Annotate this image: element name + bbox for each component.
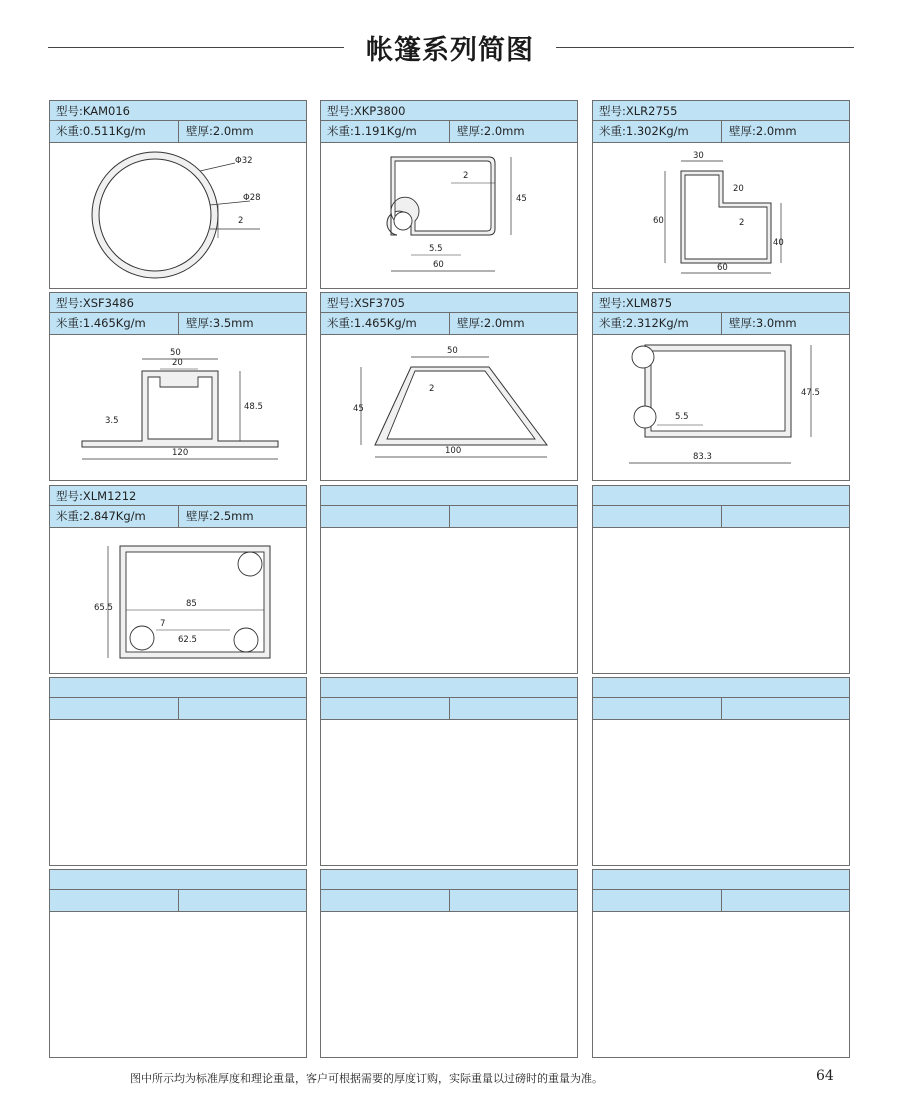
profile-card-xsf3705 [320, 292, 578, 481]
profile-card-empty [320, 677, 578, 866]
thickness-label [179, 890, 306, 911]
profile-drawing-xlr2755 [593, 143, 849, 288]
footnote: 图中所示均为标准厚度和理论重量，客户可根据需要的厚度订购，实际重量以过磅时的重量为准。 [130, 1072, 603, 1085]
dim-label: 62.5 [178, 635, 197, 645]
weight-label: 米重:0.511Kg/m [50, 121, 179, 142]
profile-card-xlr2755 [592, 100, 850, 289]
model-label: 型号:XSF3486 [50, 293, 306, 313]
thickness-label: 壁厚:2.0mm [457, 124, 525, 138]
model-label [50, 870, 306, 890]
dim-label: 2 [238, 216, 244, 226]
dim-label: 83.3 [693, 452, 712, 462]
profile-drawing-xsf3486 [50, 335, 306, 480]
profile-drawing-xlm1212 [50, 528, 306, 673]
dim-label: 45 [353, 404, 364, 414]
model-label [321, 678, 577, 698]
dim-label: 120 [172, 448, 189, 458]
weight-label [321, 698, 450, 719]
dim-label: 40 [773, 238, 784, 248]
profile-card-empty [592, 869, 850, 1058]
page-number: 64 [816, 1068, 834, 1084]
profile-card-kam016 [49, 100, 307, 289]
model-label [593, 678, 849, 698]
weight-label [593, 698, 722, 719]
dim-label: 48.5 [244, 402, 263, 412]
dim-label: Φ28 [243, 193, 261, 203]
thickness-label: 壁厚:2.0mm [729, 124, 797, 138]
weight-label [50, 890, 179, 911]
weight-label: 米重:2.312Kg/m [593, 313, 722, 334]
dim-label: 50 [170, 348, 181, 358]
profile-card-empty [49, 869, 307, 1058]
page-title: 帐篷系列简图 [366, 35, 534, 66]
profile-card-empty [49, 677, 307, 866]
dim-label: 20 [733, 184, 744, 194]
thickness-label [722, 890, 849, 911]
weight-label [321, 890, 450, 911]
profile-card-xlm875 [592, 292, 850, 481]
model-label: 型号:XLM1212 [50, 486, 306, 506]
profile-drawing-xsf3705 [321, 335, 577, 480]
thickness-label [450, 890, 577, 911]
dim-label: 2 [429, 384, 435, 394]
model-label: 型号:XLR2755 [593, 101, 849, 121]
weight-label [593, 506, 722, 527]
dim-label: 85 [186, 599, 197, 609]
dim-label: 20 [172, 358, 183, 368]
dim-label: 2 [739, 218, 745, 228]
dim-label: 60 [653, 216, 664, 226]
thickness-label: 壁厚:3.5mm [186, 316, 254, 330]
dim-label: 2 [463, 171, 469, 181]
thickness-label: 壁厚:2.0mm [457, 316, 525, 330]
weight-label: 米重:1.465Kg/m [50, 313, 179, 334]
thickness-label: 壁厚:2.5mm [186, 509, 254, 523]
thickness-label [450, 506, 577, 527]
model-label [50, 678, 306, 698]
thickness-label [722, 698, 849, 719]
weight-label: 米重:2.847Kg/m [50, 506, 179, 527]
weight-label: 米重:1.302Kg/m [593, 121, 722, 142]
dim-label: 7 [160, 619, 166, 629]
profile-drawing-xlm875 [593, 335, 849, 480]
dim-label: Φ32 [235, 156, 253, 166]
profile-card-empty [320, 869, 578, 1058]
profile-card-xlm1212 [49, 485, 307, 674]
dim-label: 100 [445, 446, 462, 456]
model-label [321, 870, 577, 890]
thickness-label [179, 698, 306, 719]
model-label: 型号:XLM875 [593, 293, 849, 313]
dim-label: 60 [433, 260, 444, 270]
dim-label: 3.5 [105, 416, 119, 426]
model-label: 型号:KAM016 [50, 101, 306, 121]
model-label [593, 486, 849, 506]
dim-label: 60 [717, 263, 728, 273]
dim-label: 47.5 [801, 388, 820, 398]
model-label: 型号:XSF3705 [321, 293, 577, 313]
dim-label: 50 [447, 346, 458, 356]
dim-label: 45 [516, 194, 527, 204]
thickness-label [722, 506, 849, 527]
thickness-label [450, 698, 577, 719]
dim-label: 5.5 [429, 244, 443, 254]
dim-label: 30 [693, 151, 704, 161]
weight-label [321, 506, 450, 527]
profile-card-empty [592, 677, 850, 866]
weight-label: 米重:1.465Kg/m [321, 313, 450, 334]
weight-label [593, 890, 722, 911]
weight-label [50, 698, 179, 719]
dim-label: 5.5 [675, 412, 689, 422]
profile-drawing-xkp3800 [321, 143, 577, 288]
profile-card-empty [320, 485, 578, 674]
profile-card-xsf3486 [49, 292, 307, 481]
weight-label: 米重:1.191Kg/m [321, 121, 450, 142]
profile-drawing-kam016 [50, 143, 306, 288]
profile-card-empty [592, 485, 850, 674]
thickness-label: 壁厚:2.0mm [186, 124, 254, 138]
model-label: 型号:XKP3800 [321, 101, 577, 121]
model-label [321, 486, 577, 506]
thickness-label: 壁厚:3.0mm [729, 316, 797, 330]
profile-card-xkp3800 [320, 100, 578, 289]
model-label [593, 870, 849, 890]
dim-label: 65.5 [94, 603, 113, 613]
